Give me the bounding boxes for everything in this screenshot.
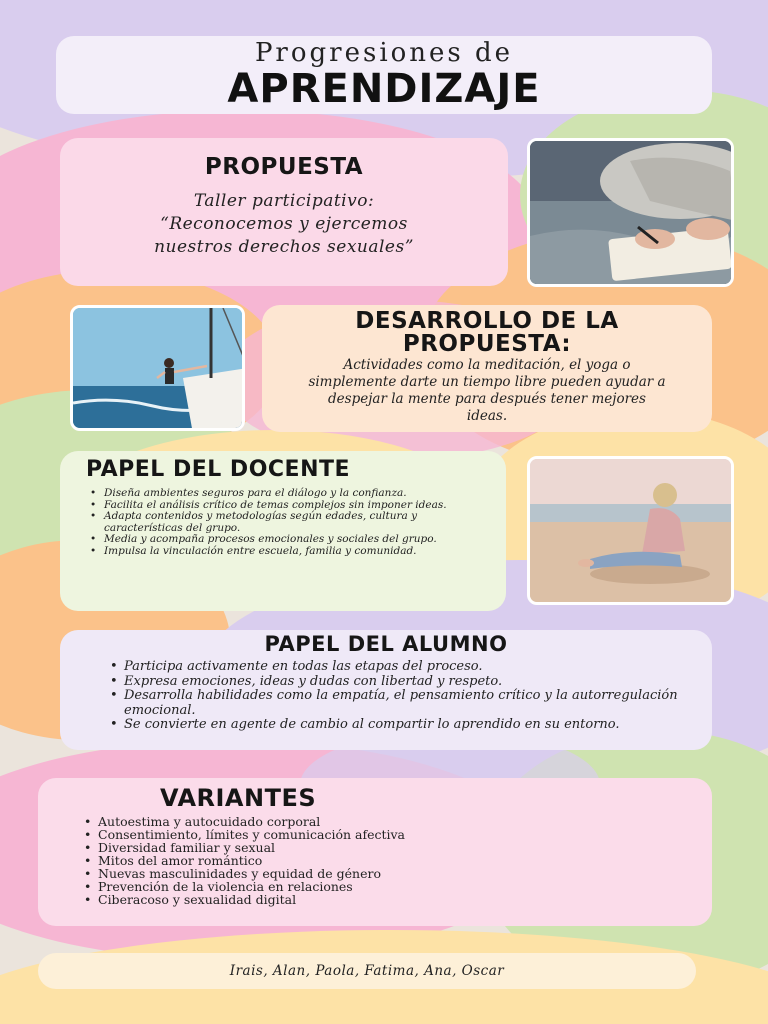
variantes-list-item: • Ciberacoso y sexualidad digital	[82, 893, 692, 906]
propuesta-heading: PROPUESTA	[204, 154, 364, 180]
propuesta-text-line2: “Reconocemos y ejercemos	[160, 214, 408, 234]
docente-card	[60, 451, 506, 611]
alumno-card	[60, 630, 712, 750]
alumno-list-item: • Desarrolla habilidades como la empatía, el pensamiento crítico y la autorregulación emocional.	[108, 689, 692, 718]
alumno-list-item: • Participa activamente en todas las etapas del proceso.	[108, 660, 692, 675]
desarrollo-text: Actividades como la meditación, el yoga o simplemente darte un tiempo libre pueden ayudar a despejar la mente para después tener mejores ideas.	[308, 357, 666, 424]
desarrollo-heading-line1: DESARROLLO DE LA	[355, 308, 619, 334]
propuesta-text-line1: Taller participativo:	[193, 191, 375, 211]
variantes-list-item: • Consentimiento, límites y comunicación afectiva	[82, 828, 692, 841]
beach-meditation-photo	[527, 456, 734, 605]
authors-text: Irais, Alan, Paola, Fatima, Ana, Oscar	[229, 963, 505, 979]
title-line1: Progresiones de	[254, 38, 514, 68]
variantes-list-item: • Prevención de la violencia en relaciones	[82, 880, 692, 893]
desarrollo-card	[262, 305, 712, 432]
propuesta-text-line3: nuestros derechos sexuales”	[154, 237, 414, 257]
docente-list-item: • Facilita el análisis crítico de temas complejos sin imponer ideas.	[88, 500, 462, 512]
docente-list-item: • Impulsa la vinculación entre escuela, familia y comunidad.	[88, 546, 462, 558]
authors-card	[38, 953, 696, 989]
docente-heading: PAPEL DEL DOCENTE	[86, 457, 351, 482]
docente-list-item: • Adapta contenidos y metodologías según edades, cultura y características del grupo.	[88, 511, 462, 534]
variantes-list-item: • Diversidad familiar y sexual	[82, 841, 692, 854]
variantes-heading: VARIANTES	[160, 784, 317, 812]
docente-list-item: • Diseña ambientes seguros para el diálogo y la confianza.	[88, 488, 462, 500]
alumno-list	[108, 660, 692, 733]
variantes-list	[82, 815, 692, 906]
variantes-list-item: • Autoestima y autocuidado corporal	[82, 815, 692, 828]
sailing-photo	[70, 305, 245, 431]
propuesta-card	[60, 138, 508, 286]
title-card	[56, 36, 712, 114]
variantes-card	[38, 778, 712, 926]
page-title: APRENDIZAJE	[227, 66, 541, 112]
docente-list	[88, 488, 492, 557]
alumno-list-item: • Expresa emociones, ideas y dudas con libertad y respeto.	[108, 675, 692, 690]
docente-list-item: • Media y acompaña procesos emocionales y sociales del grupo.	[88, 534, 462, 546]
person-writing-photo	[527, 138, 734, 287]
alumno-heading: PAPEL DEL ALUMNO	[264, 632, 508, 656]
desarrollo-heading-line2: PROPUESTA:	[402, 331, 572, 357]
variantes-list-item: • Mitos del amor romántico	[82, 854, 692, 867]
variantes-list-item: • Nuevas masculinidades y equidad de género	[82, 867, 692, 880]
alumno-list-item: • Se convierte en agente de cambio al compartir lo aprendido en su entorno.	[108, 718, 692, 733]
